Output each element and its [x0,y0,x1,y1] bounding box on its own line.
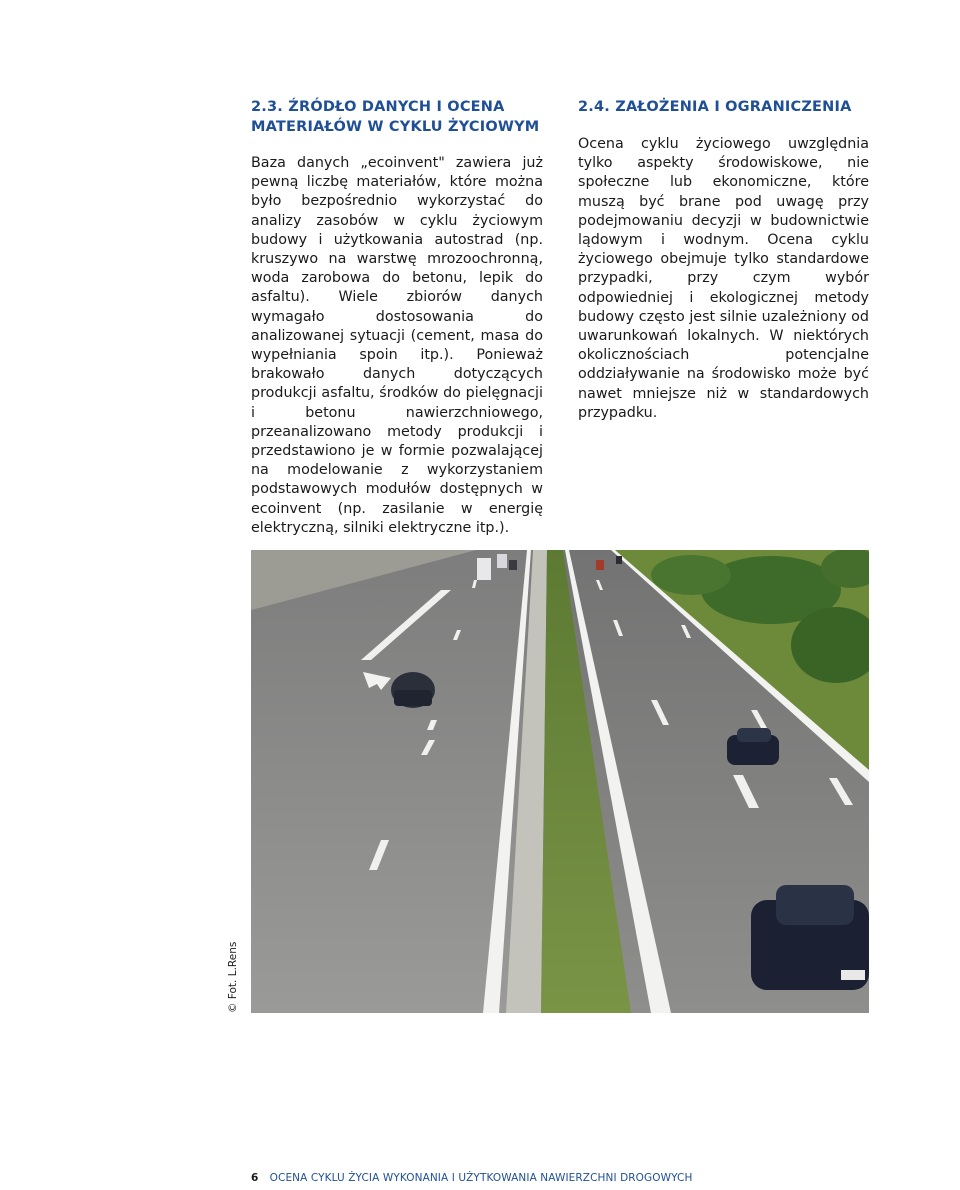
page-footer [251,1172,692,1184]
section-body-2-3: Baza danych „ecoinvent" zawiera już pewną liczbę materiałów, które można było bezpośrednio wykorzystać do analizy zasobów w cyklu życiowym budowy i użytkowania autostrad (np. kruszywo na warstwę mrozoochronną, woda zarobowa do betonu, lepik do asfaltu). Wiele zbiorów danych wymagało dostosowania do analizowanej sytuacji (cement, masa do wypełniania spoin itp.). Ponieważ brakowało danych dotyczących produkcji asfaltu, środków do pielęgnacji i betonu nawierzchniowego, przeanalizowano metody produkcji i przedstawiono je w formie pozwalającej na modelowanie z wykorzystaniem podstawowych modułów dostępnych w ecoinvent (np. zasilanie w energię elektryczną, silniki elektryczne itp.). [251,155,543,536]
running-title: OCENA CYKLU ŻYCIA WYKONANIA I UŻYTKOWANIA NAWIERZCHNI DROGOWYCH [269,1172,693,1184]
highway-illustration [251,550,869,1013]
section-body-2-4: Ocena cyklu życiowego uwzględnia tylko aspekty środowiskowe, nie społeczne lub ekonomiczne, które muszą być brane pod uwagę przy podejmowaniu decyzji w budownictwie lądowym i wodnym. Ocena cyklu życiowego obejmuje tylko standardowe przypadki, przy czym wybór odpowiedniej i ekologicznej metody budowy często jest silnie uzależniony od uwarunkowań lokalnych. W niektórych okolicznościach potencjalne oddziaływanie na środowisko może być nawet mniejsze niż w standardowych przypadku. [578,136,869,421]
section-heading-2-4: 2.4. ZAŁOŻENIA I OGRANICZENIA [578,99,852,115]
section-heading-2-3: 2.3. ŹRÓDŁO DANYCH I OCENA MATERIAŁÓW W CYKLU ŻYCIOWYM [251,99,540,135]
photo-credit: © Fot. L.Rens [227,941,239,1013]
highway-photo [251,550,869,1013]
page-number: 6 [251,1172,259,1184]
